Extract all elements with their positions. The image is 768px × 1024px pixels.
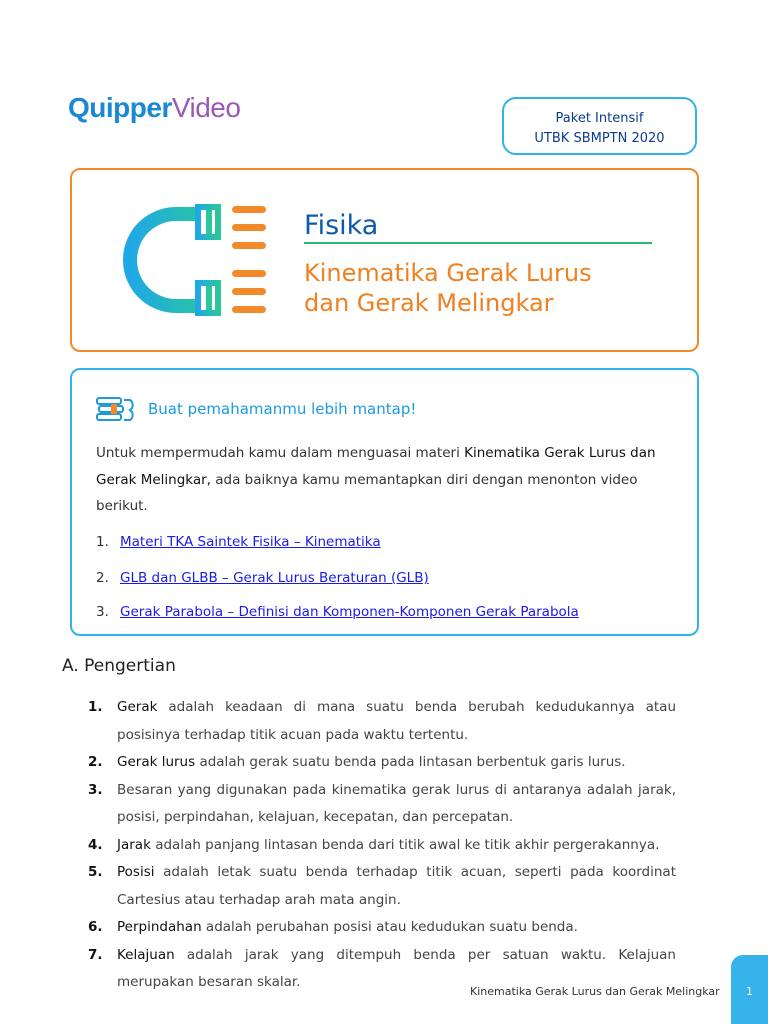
info-card: [70, 368, 699, 636]
definition-text: Besaran yang digunakan pada kinematika gerak lurus di antaranya adalah jarak, posisi, perpindahan, kelajuan, kecepatan, dan percepatan.: [117, 781, 676, 825]
item-number: 4.: [88, 836, 103, 853]
list-item: [88, 749, 676, 777]
list-item: [88, 694, 676, 749]
list-item: [88, 859, 676, 914]
definition-term: Posisi: [117, 864, 155, 880]
info-text-intro: Untuk mempermudah kamu dalam menguasai materi: [96, 445, 465, 461]
info-text-outro: ada baiknya kamu memantapkan diri dengan menonton video berikut.: [96, 471, 638, 514]
definition-text: adalah panjang lintasan benda dari titik awal ke titik akhir pergerakannya.: [150, 836, 660, 853]
list-item: [88, 832, 676, 860]
link-number: 3.: [96, 604, 109, 620]
list-item: [88, 777, 676, 832]
video-link-glb-glbb[interactable]: GLB dan GLBB – Gerak Lurus Beraturan (GLB): [120, 570, 429, 586]
item-number: 3.: [88, 781, 103, 798]
package-line-1: Paket Intensif: [555, 111, 644, 126]
item-number: 2.: [88, 754, 103, 770]
quipper-video-logo: [68, 92, 240, 124]
topic-title: [304, 258, 592, 318]
list-item: [96, 570, 429, 586]
package-line-2: UTBK SBMPTN 2020: [534, 131, 665, 146]
definition-text: adalah keadaan di mana suatu benda berubah kedudukannya atau posisinya terhadap titik acuan pada waktu tertentu.: [117, 699, 676, 743]
list-item: [88, 914, 676, 942]
definition-list: [88, 694, 676, 997]
item-number: 5.: [88, 864, 103, 880]
info-paragraph: [96, 440, 680, 520]
topic-line-2: dan Gerak Melingkar: [304, 289, 554, 317]
definition-term: Kelajuan: [117, 946, 175, 963]
section-heading: A. Pengertian: [62, 656, 176, 676]
video-link-kinematika[interactable]: Materi TKA Saintek Fisika – Kinematika: [120, 534, 381, 550]
list-item: [96, 534, 381, 550]
info-text-topic: Kinematika Gerak Lurus dan Gerak Melingkar,: [96, 445, 656, 488]
definition-text: adalah jarak yang ditempuh benda per satuan waktu. Kelajuan merupakan besaran skalar.: [117, 946, 676, 990]
link-number: 2.: [96, 570, 109, 586]
magnet-icon: [118, 204, 278, 316]
definition-text: adalah perubahan posisi atau kedudukan suatu benda.: [201, 919, 578, 935]
video-link-gerak-parabola[interactable]: Gerak Parabola – Definisi dan Komponen-Komponen Gerak Parabola: [120, 604, 579, 620]
definition-text: adalah gerak suatu benda pada lintasan berbentuk garis lurus.: [195, 754, 626, 770]
logo-part-quipper: Quipper: [68, 92, 172, 123]
subject-underline: [304, 242, 652, 244]
definition-term: Perpindahan: [117, 919, 202, 935]
info-heading: Buat pemahamanmu lebih mantap!: [148, 400, 417, 418]
logo-part-video: Video: [171, 92, 241, 123]
footer-title: Kinematika Gerak Lurus dan Gerak Melingkar: [470, 985, 720, 998]
topic-line-1: Kinematika Gerak Lurus: [304, 259, 592, 287]
page-number-tab: [731, 955, 768, 1024]
definition-text: adalah letak suatu benda terhadap titik acuan, seperti pada koordinat Cartesius atau terhadap arah mata angin.: [117, 864, 676, 908]
item-number: 7.: [88, 946, 103, 963]
link-number: 1.: [96, 534, 109, 550]
books-icon: [96, 396, 136, 422]
definition-term: Jarak: [117, 836, 151, 853]
page-number: 1: [746, 985, 753, 998]
title-card: [70, 168, 699, 352]
item-number: 6.: [88, 919, 103, 935]
definition-term: Gerak lurus: [117, 754, 196, 770]
item-number: 1.: [88, 699, 103, 715]
definition-term: Gerak: [117, 699, 158, 715]
subject-title: Fisika: [304, 210, 379, 241]
package-badge: [502, 97, 697, 155]
list-item: [96, 604, 579, 620]
